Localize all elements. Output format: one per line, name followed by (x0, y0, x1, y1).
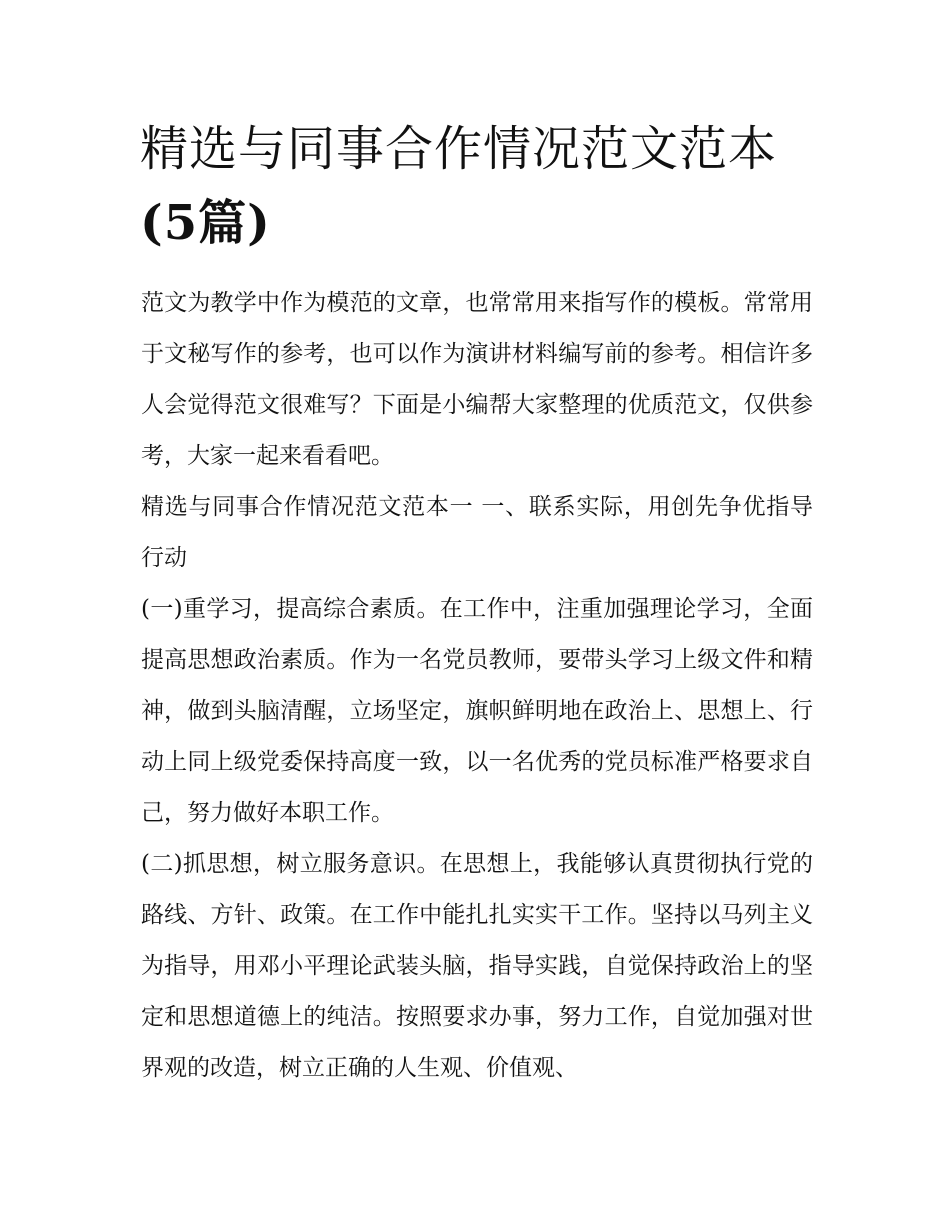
document-title (140, 112, 820, 260)
document-body (141, 278, 813, 1094)
section-heading-paragraph: 精选与同事合作情况范文范本一 一、联系实际，用创先争优指导行动 (141, 494, 813, 571)
intro-paragraph: 范文为教学中作为模范的文章，也常常用来指写作的模板。常常用于文秘写作的参考，也可以作为演讲材料编写前的参考。相信许多人会觉得范文很难写？下面是小编帮大家整理的优质范文，仅供参考，大家一起来看看吧。 (141, 290, 813, 469)
title-line-1: 精选与同事合作情况范文范本 (140, 121, 778, 177)
body-paragraph-1: (一)重学习，提高综合素质。在工作中，注重加强理论学习，全面提高思想政治素质。作为一名党员教师，要带头学习上级文件和精神，做到头脑清醒，立场坚定，旗帜鲜明地在政治上、思想上、行动上同上级党委保持高度一致，以一名优秀的党员标准严格要求自己，努力做好本职工作。 (141, 596, 813, 826)
body-paragraph-2: (二)抓思想，树立服务意识。在思想上，我能够认真贯彻执行党的路线、方针、政策。在工作中能扎扎实实干工作。坚持以马列主义为指导，用邓小平理论武装头脑，指导实践，自觉保持政治上的坚定和思想道德上的纯洁。按照要求办事，努力工作，自觉加强对世界观的改造，树立正确的人生观、价值观、 (141, 851, 813, 1081)
title-line-2: (5篇) (140, 195, 271, 251)
